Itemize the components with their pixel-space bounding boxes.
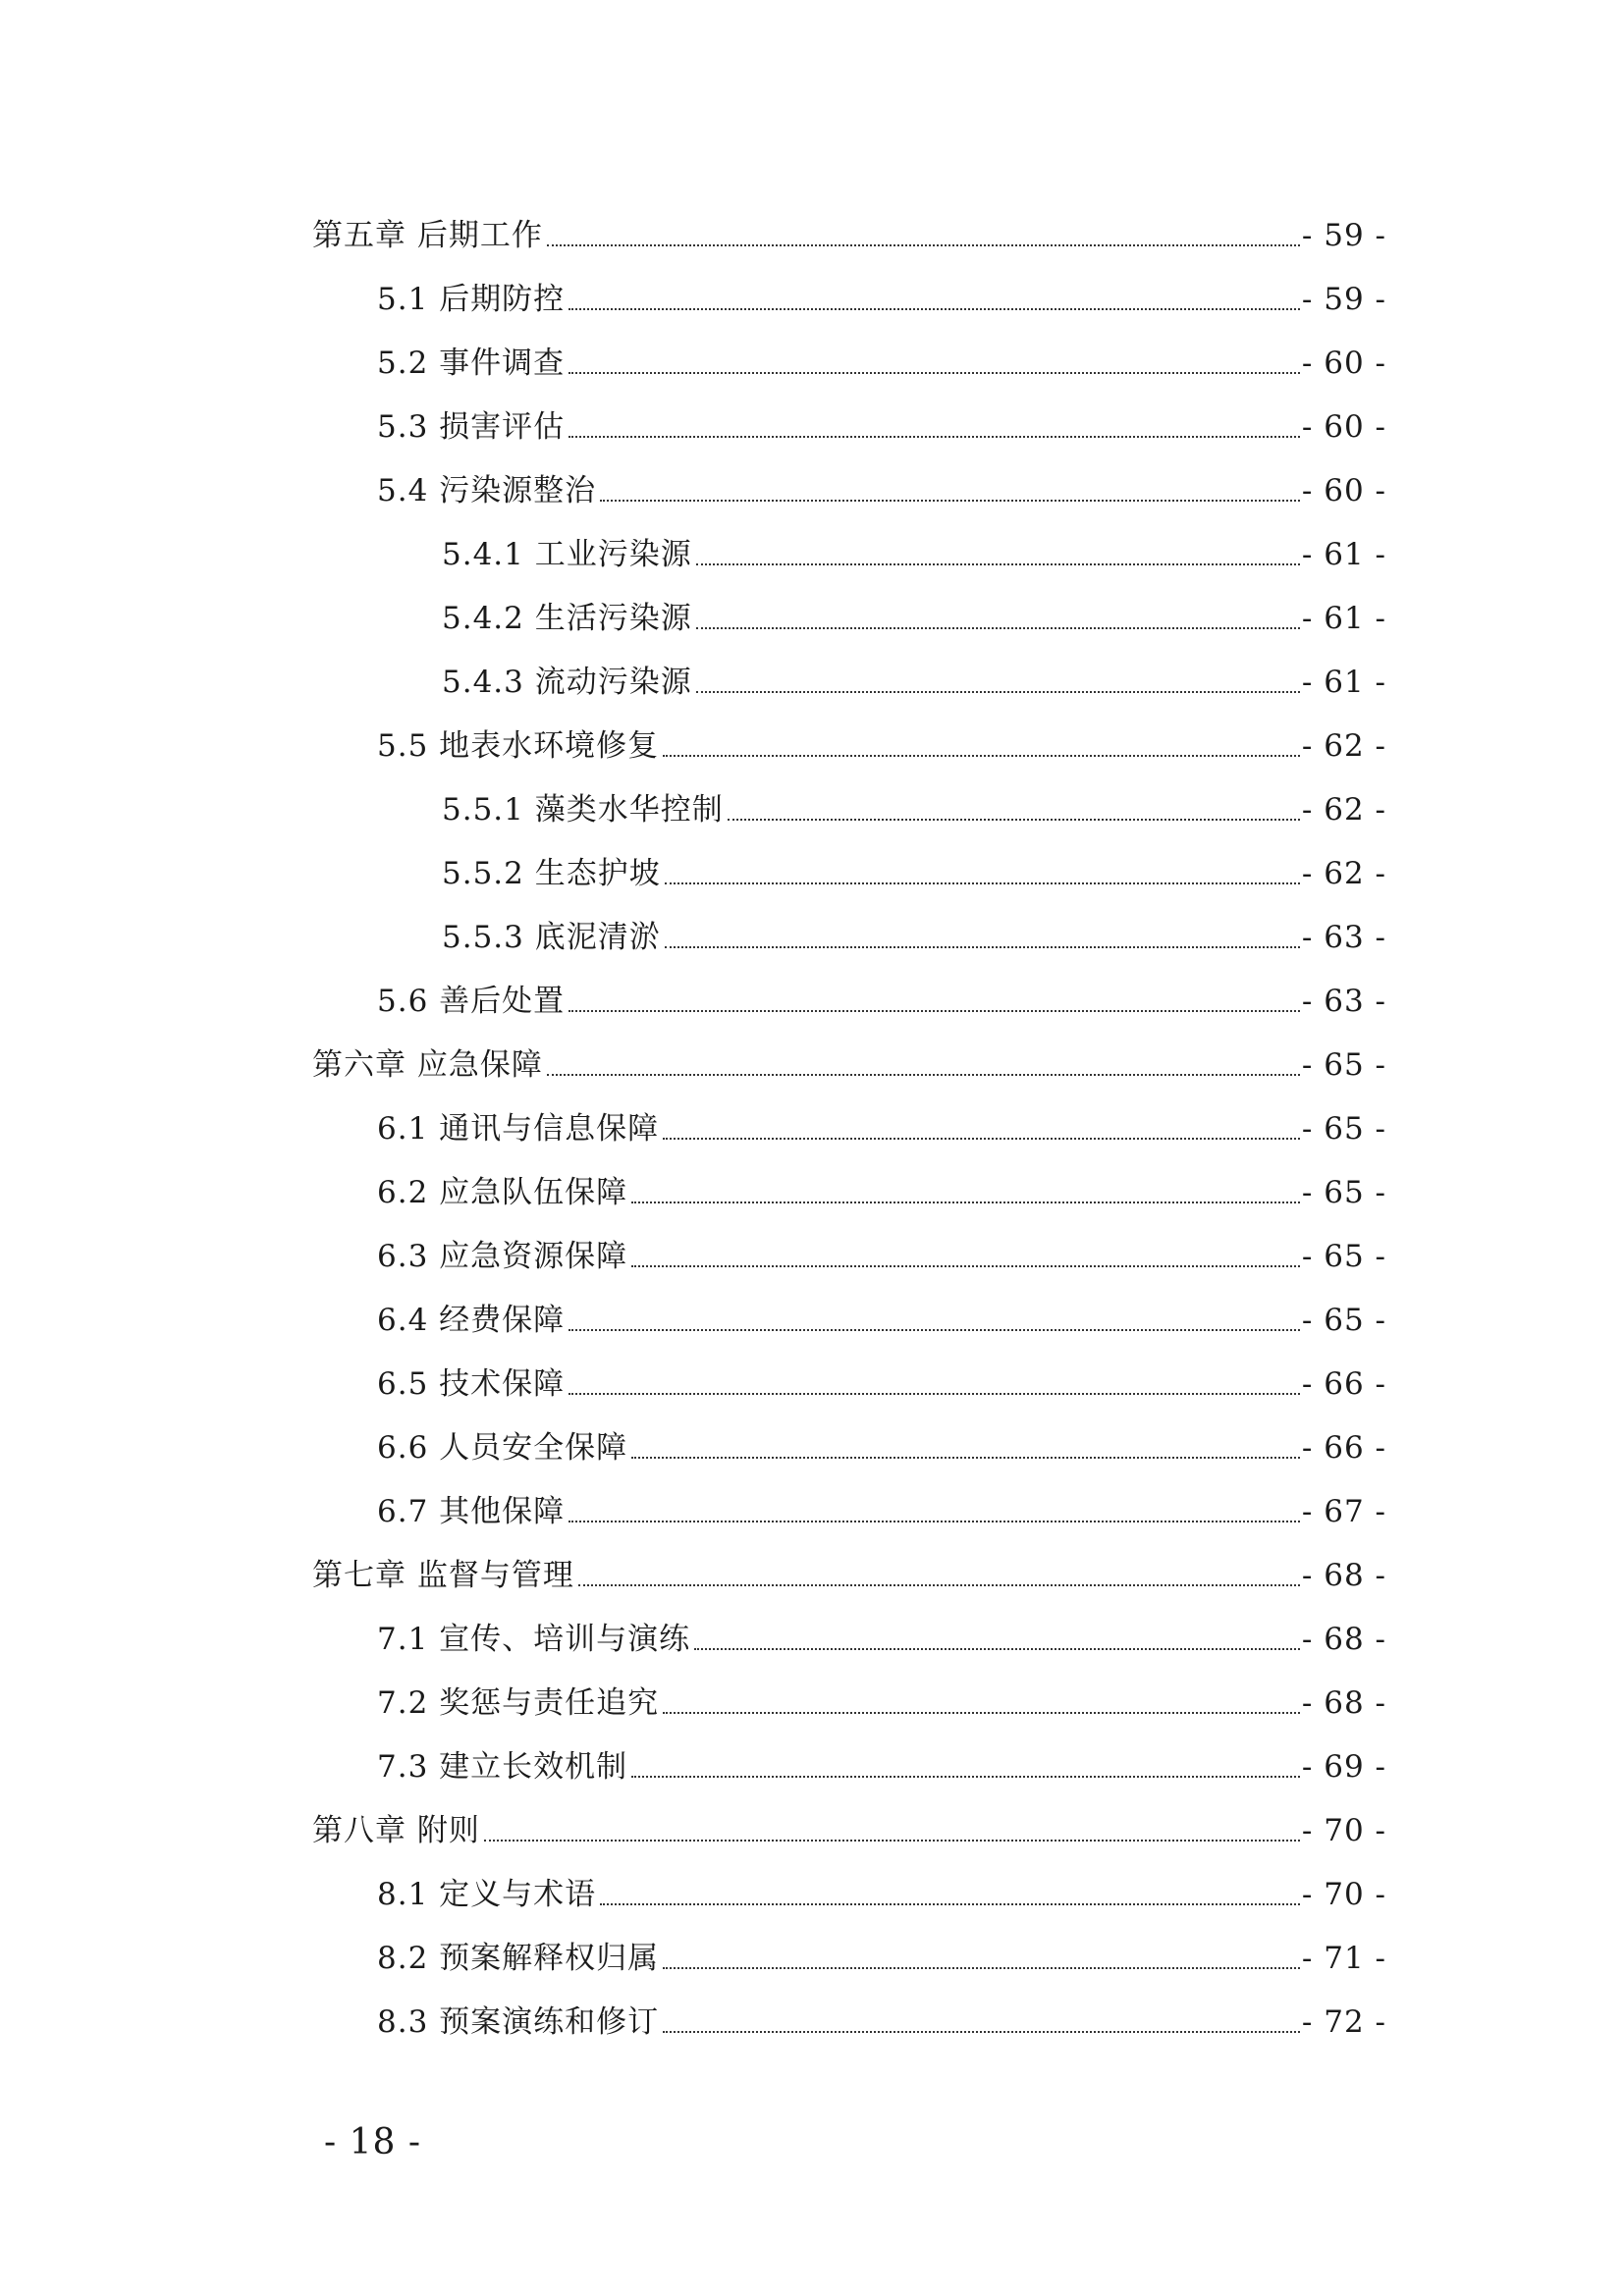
toc-entry[interactable] xyxy=(312,1036,1386,1085)
dot-leader xyxy=(600,500,1300,502)
toc-entry-title: 5.5.1 藻类水华控制 xyxy=(442,792,724,828)
dot-leader xyxy=(663,1138,1300,1140)
dot-leader xyxy=(663,1967,1300,1969)
toc-entry-page: - 66 - xyxy=(1301,1366,1386,1402)
dot-leader xyxy=(696,563,1300,565)
toc-entry-title: 6.4 经费保障 xyxy=(377,1303,566,1338)
dot-leader xyxy=(568,436,1300,438)
dot-leader xyxy=(663,1712,1300,1714)
toc-entry[interactable] xyxy=(442,653,1386,702)
toc-entry-title: 8.1 定义与术语 xyxy=(377,1877,597,1912)
toc-entry[interactable] xyxy=(377,717,1386,766)
toc-entry[interactable] xyxy=(377,1737,1386,1787)
toc-entry[interactable] xyxy=(442,780,1386,829)
toc-entry[interactable] xyxy=(377,1993,1386,2042)
toc-entry-page: - 65 - xyxy=(1301,1175,1386,1210)
toc-entry-title: 8.2 预案解释权归属 xyxy=(377,1941,660,1976)
toc-entry[interactable] xyxy=(312,1801,1386,1850)
toc-entry-title: 第五章 后期工作 xyxy=(312,218,543,253)
toc-entry-page: - 61 - xyxy=(1301,601,1386,636)
toc-entry[interactable] xyxy=(377,1674,1386,1723)
dot-leader xyxy=(631,1265,1300,1267)
toc-entry-page: - 59 - xyxy=(1301,218,1386,253)
toc-entry-page: - 62 - xyxy=(1301,792,1386,828)
toc-entry[interactable] xyxy=(377,270,1386,319)
toc-entry-page: - 65 - xyxy=(1301,1303,1386,1338)
toc-entry-title: 5.6 善后处置 xyxy=(377,984,566,1019)
toc-entry-page: - 62 - xyxy=(1301,728,1386,764)
toc-entry-page: - 70 - xyxy=(1301,1813,1386,1848)
toc-entry-page: - 60 - xyxy=(1301,346,1386,381)
dot-leader xyxy=(663,755,1300,757)
dot-leader xyxy=(663,2031,1300,2033)
toc-entry[interactable] xyxy=(377,398,1386,447)
toc-entry[interactable] xyxy=(442,525,1386,574)
dot-leader xyxy=(568,1329,1300,1331)
toc-entry-title: 5.1 后期防控 xyxy=(377,282,566,317)
dot-leader xyxy=(600,1903,1300,1905)
toc-entry-title: 5.4.2 生活污染源 xyxy=(442,601,692,636)
toc-entry[interactable] xyxy=(377,1865,1386,1914)
toc-entry[interactable] xyxy=(377,1418,1386,1468)
dot-leader xyxy=(631,1201,1300,1203)
toc-entry-page: - 67 - xyxy=(1301,1494,1386,1529)
toc-entry[interactable] xyxy=(377,972,1386,1021)
toc-entry-title: 5.4.1 工业污染源 xyxy=(442,537,692,572)
toc-entry[interactable] xyxy=(377,1610,1386,1659)
dot-leader xyxy=(547,1074,1300,1076)
toc-entry[interactable] xyxy=(442,908,1386,957)
toc-entry-title: 第八章 附则 xyxy=(312,1813,480,1848)
dot-leader xyxy=(568,308,1300,310)
toc-entry-title: 5.4 污染源整治 xyxy=(377,473,597,508)
toc-entry-page: - 69 - xyxy=(1301,1749,1386,1785)
toc-entry-page: - 70 - xyxy=(1301,1877,1386,1912)
toc-entry-page: - 68 - xyxy=(1301,1622,1386,1657)
toc-entry-page: - 68 - xyxy=(1301,1685,1386,1721)
toc-entry-title: 6.2 应急队伍保障 xyxy=(377,1175,628,1210)
toc-entry-page: - 68 - xyxy=(1301,1558,1386,1593)
dot-leader xyxy=(484,1840,1300,1842)
toc-entry[interactable] xyxy=(442,589,1386,638)
dot-leader xyxy=(631,1457,1300,1459)
dot-leader xyxy=(694,1648,1300,1650)
page-number: - 18 - xyxy=(324,2122,422,2163)
toc-entry-page: - 60 - xyxy=(1301,409,1386,445)
toc-entry[interactable] xyxy=(312,206,1386,255)
toc-entry[interactable] xyxy=(377,1929,1386,1978)
toc-entry[interactable] xyxy=(377,1163,1386,1212)
dot-leader xyxy=(568,1393,1300,1395)
dot-leader xyxy=(728,819,1300,821)
dot-leader xyxy=(568,1521,1300,1522)
toc-entry[interactable] xyxy=(377,1227,1386,1276)
toc-entry-title: 7.1 宣传、培训与演练 xyxy=(377,1622,691,1657)
dot-leader xyxy=(631,1776,1300,1778)
dot-leader xyxy=(665,882,1300,884)
dot-leader xyxy=(696,627,1300,629)
toc-entry-title: 5.5.3 底泥清淤 xyxy=(442,920,661,955)
toc-entry[interactable] xyxy=(377,1482,1386,1531)
toc-entry-page: - 66 - xyxy=(1301,1430,1386,1466)
toc-entry-page: - 63 - xyxy=(1301,920,1386,955)
toc-entry-page: - 61 - xyxy=(1301,665,1386,700)
toc-entry-page: - 71 - xyxy=(1301,1941,1386,1976)
toc-entry-page: - 62 - xyxy=(1301,856,1386,891)
dot-leader xyxy=(665,946,1300,948)
toc-entry-page: - 65 - xyxy=(1301,1047,1386,1083)
toc-entry-page: - 59 - xyxy=(1301,282,1386,317)
toc-entry-title: 6.6 人员安全保障 xyxy=(377,1430,628,1466)
toc-entry-page: - 63 - xyxy=(1301,984,1386,1019)
toc-entry[interactable] xyxy=(377,1099,1386,1148)
dot-leader xyxy=(568,372,1300,374)
toc-entry[interactable] xyxy=(442,844,1386,893)
toc-entry-title: 5.2 事件调查 xyxy=(377,346,566,381)
toc-entry-title: 5.5.2 生态护坡 xyxy=(442,856,661,891)
toc-entry-page: - 60 - xyxy=(1301,473,1386,508)
dot-leader xyxy=(578,1584,1300,1586)
toc-entry-title: 5.5 地表水环境修复 xyxy=(377,728,660,764)
dot-leader xyxy=(547,244,1300,246)
toc-entry[interactable] xyxy=(377,1355,1386,1404)
toc-entry-title: 5.3 损害评估 xyxy=(377,409,566,445)
toc-entry[interactable] xyxy=(312,1546,1386,1595)
toc-entry-title: 8.3 预案演练和修订 xyxy=(377,2004,660,2040)
toc-entry-title: 6.7 其他保障 xyxy=(377,1494,566,1529)
toc-entry-page: - 65 - xyxy=(1301,1239,1386,1274)
toc-entry-title: 7.2 奖惩与责任追究 xyxy=(377,1685,660,1721)
dot-leader xyxy=(568,1010,1300,1012)
toc-entry-title: 6.5 技术保障 xyxy=(377,1366,566,1402)
toc-entry-page: - 65 - xyxy=(1301,1111,1386,1147)
toc-entry-page: - 61 - xyxy=(1301,537,1386,572)
toc-entry-page: - 72 - xyxy=(1301,2004,1386,2040)
toc-entry-title: 6.3 应急资源保障 xyxy=(377,1239,628,1274)
toc-entry[interactable] xyxy=(377,461,1386,510)
toc-entry[interactable] xyxy=(377,1291,1386,1340)
toc-entry-title: 第七章 监督与管理 xyxy=(312,1558,574,1593)
toc-entry-title: 7.3 建立长效机制 xyxy=(377,1749,628,1785)
dot-leader xyxy=(696,691,1300,693)
toc-entry-title: 5.4.3 流动污染源 xyxy=(442,665,692,700)
toc-entry[interactable] xyxy=(377,334,1386,383)
toc-entry-title: 第六章 应急保障 xyxy=(312,1047,543,1083)
toc-entry-title: 6.1 通讯与信息保障 xyxy=(377,1111,660,1147)
